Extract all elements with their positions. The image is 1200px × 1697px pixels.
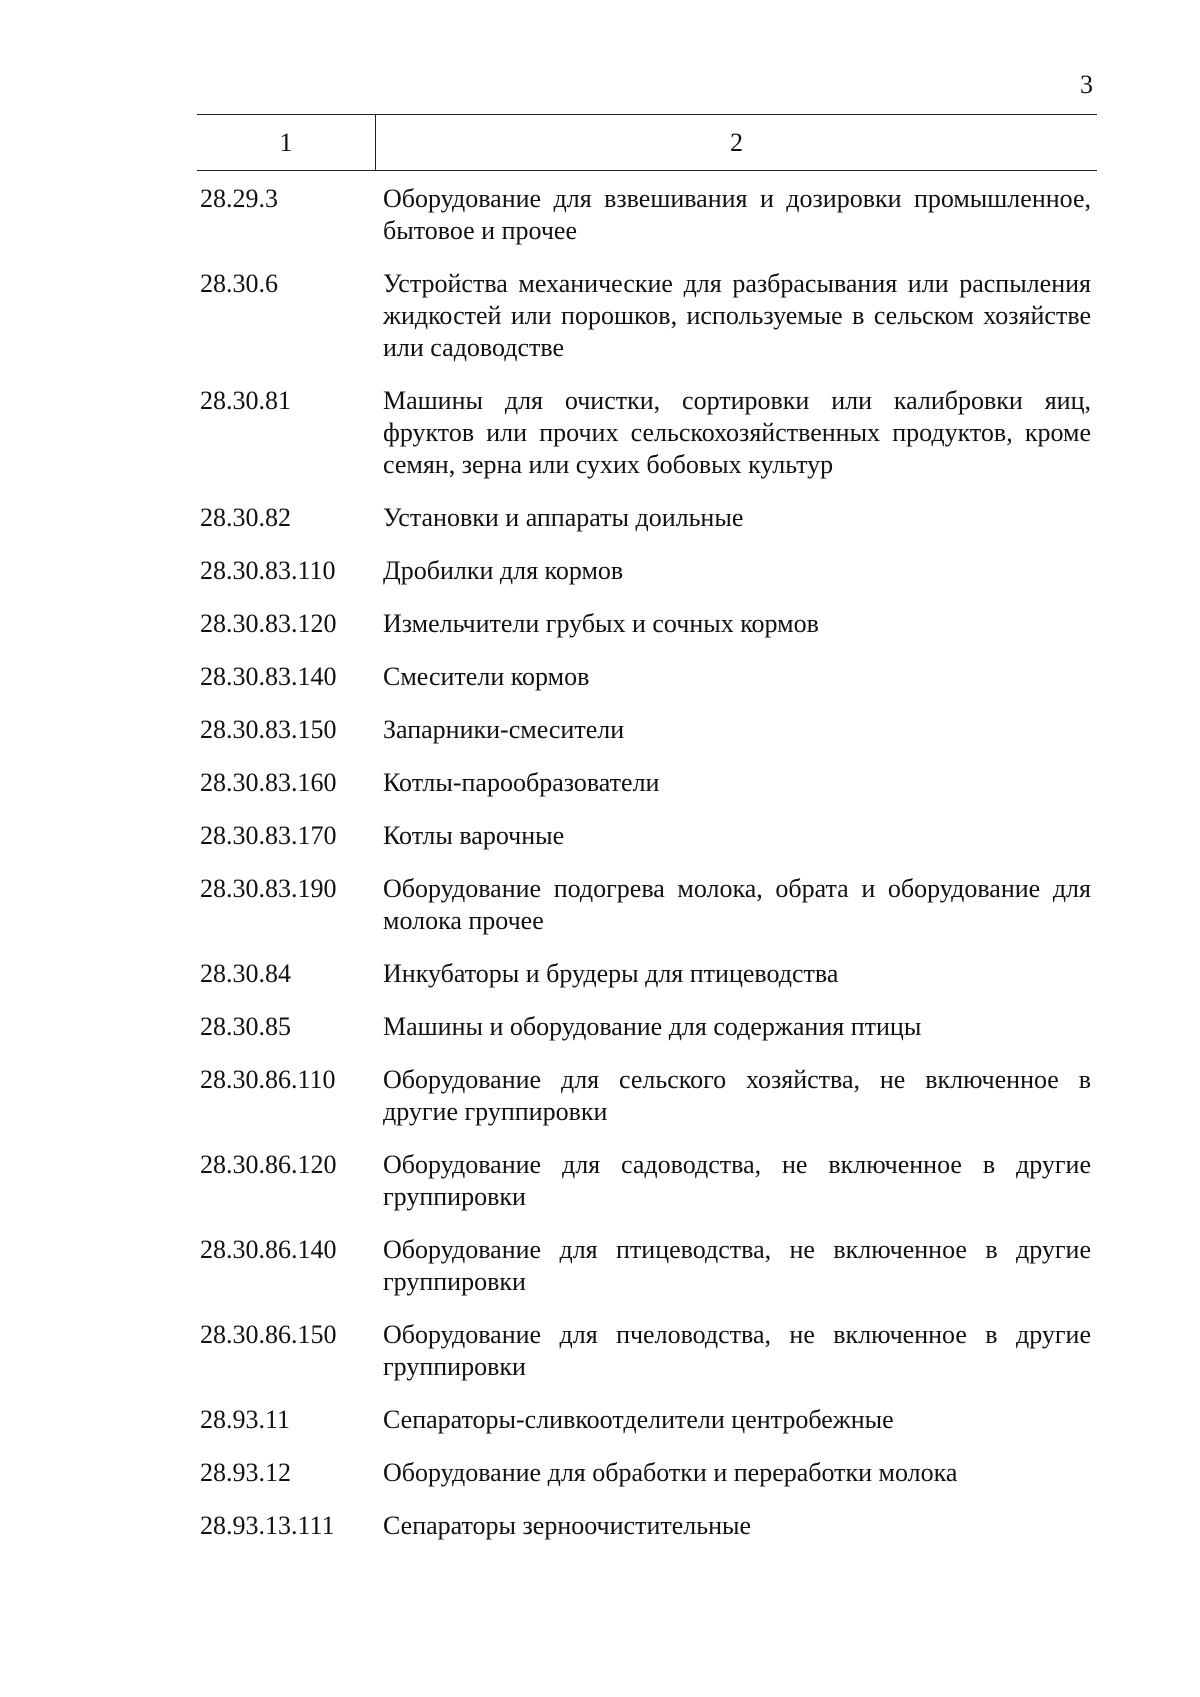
- table-row: [197, 820, 1097, 852]
- row-description: Оборудование для сельского хозяйства, не включенное в другие группировки: [383, 1065, 1091, 1126]
- row-description: Дробилки для кормов: [383, 556, 624, 585]
- row-code: 28.30.86.120: [200, 1150, 337, 1179]
- table-row: [197, 183, 1097, 247]
- table-row: [197, 268, 1097, 364]
- table-row: [197, 1011, 1097, 1043]
- row-code: 28.30.82: [200, 503, 291, 532]
- page-number: 3: [1080, 70, 1093, 99]
- row-description: Устройства механические для разбрасывания или распыления жидкостей или порошков, используемые в сельском хозяйстве или садоводстве: [383, 269, 1091, 362]
- table-row: [197, 1149, 1097, 1213]
- table-row: [197, 767, 1097, 799]
- table-row: [197, 714, 1097, 746]
- row-code: 28.30.83.140: [200, 662, 337, 691]
- table-row: [197, 1457, 1097, 1489]
- row-code: 28.30.84: [200, 959, 291, 988]
- header-col-1: 1: [197, 115, 376, 170]
- row-description: Запарники-смесители: [383, 715, 625, 744]
- table-header: [197, 114, 1097, 171]
- table-row: [197, 385, 1097, 481]
- row-description: Машины и оборудование для содержания птицы: [383, 1012, 922, 1041]
- row-code: 28.93.12: [200, 1458, 291, 1487]
- row-code: 28.30.86.150: [200, 1320, 337, 1349]
- row-code: 28.93.11: [200, 1405, 291, 1434]
- row-code: 28.30.85: [200, 1012, 291, 1041]
- row-description: Инкубаторы и брудеры для птицеводства: [383, 959, 839, 988]
- row-description: Оборудование для обработки и переработки молока: [383, 1458, 958, 1487]
- table-row: [197, 1234, 1097, 1298]
- row-description: Измельчители грубых и сочных кормов: [383, 609, 819, 638]
- classification-table: [197, 114, 1097, 1563]
- row-code: 28.30.86.140: [200, 1235, 337, 1264]
- row-description: Сепараторы-сливкоотделители центробежные: [383, 1405, 894, 1434]
- table-row: [197, 502, 1097, 534]
- row-code: 28.30.83.120: [200, 609, 337, 638]
- row-description: Сепараторы зерноочистительные: [383, 1511, 752, 1540]
- row-code: 28.29.3: [200, 184, 278, 213]
- table-row: [197, 661, 1097, 693]
- table-body: [197, 171, 1097, 1542]
- row-description: Установки и аппараты доильные: [383, 503, 744, 532]
- row-code: 28.30.81: [200, 386, 291, 415]
- row-description: Оборудование для взвешивания и дозировки промышленное, бытовое и прочее: [383, 184, 1091, 245]
- table-row: [197, 608, 1097, 640]
- row-code: 28.30.86.110: [200, 1065, 336, 1094]
- table-row: [197, 1404, 1097, 1436]
- table-row: [197, 1510, 1097, 1542]
- row-description: Оборудование для птицеводства, не включенное в другие группировки: [383, 1235, 1091, 1296]
- table-row: [197, 1064, 1097, 1128]
- row-description: Машины для очистки, сортировки или калибровки яиц, фруктов или прочих сельскохозяйственных продуктов, кроме семян, зерна или сухих бобовых культур: [383, 386, 1091, 479]
- row-description: Оборудование подогрева молока, обрата и оборудование для молока прочее: [383, 874, 1091, 935]
- table-row: [197, 873, 1097, 937]
- table-row: [197, 1319, 1097, 1383]
- row-description: Смесители кормов: [383, 662, 590, 691]
- row-code: 28.30.83.110: [200, 556, 336, 585]
- row-code: 28.93.13.111: [200, 1511, 335, 1540]
- row-description: Котлы-парообразователи: [383, 768, 660, 797]
- table-row: [197, 555, 1097, 587]
- row-code: 28.30.83.190: [200, 874, 337, 903]
- row-code: 28.30.83.150: [200, 715, 337, 744]
- row-description: Котлы варочные: [383, 821, 565, 850]
- row-description: Оборудование для пчеловодства, не включенное в другие группировки: [383, 1320, 1091, 1381]
- row-code: 28.30.6: [200, 269, 278, 298]
- row-code: 28.30.83.170: [200, 821, 337, 850]
- table-row: [197, 958, 1097, 990]
- row-code: 28.30.83.160: [200, 768, 337, 797]
- header-col-2: 2: [730, 127, 743, 157]
- row-description: Оборудование для садоводства, не включенное в другие группировки: [383, 1150, 1091, 1211]
